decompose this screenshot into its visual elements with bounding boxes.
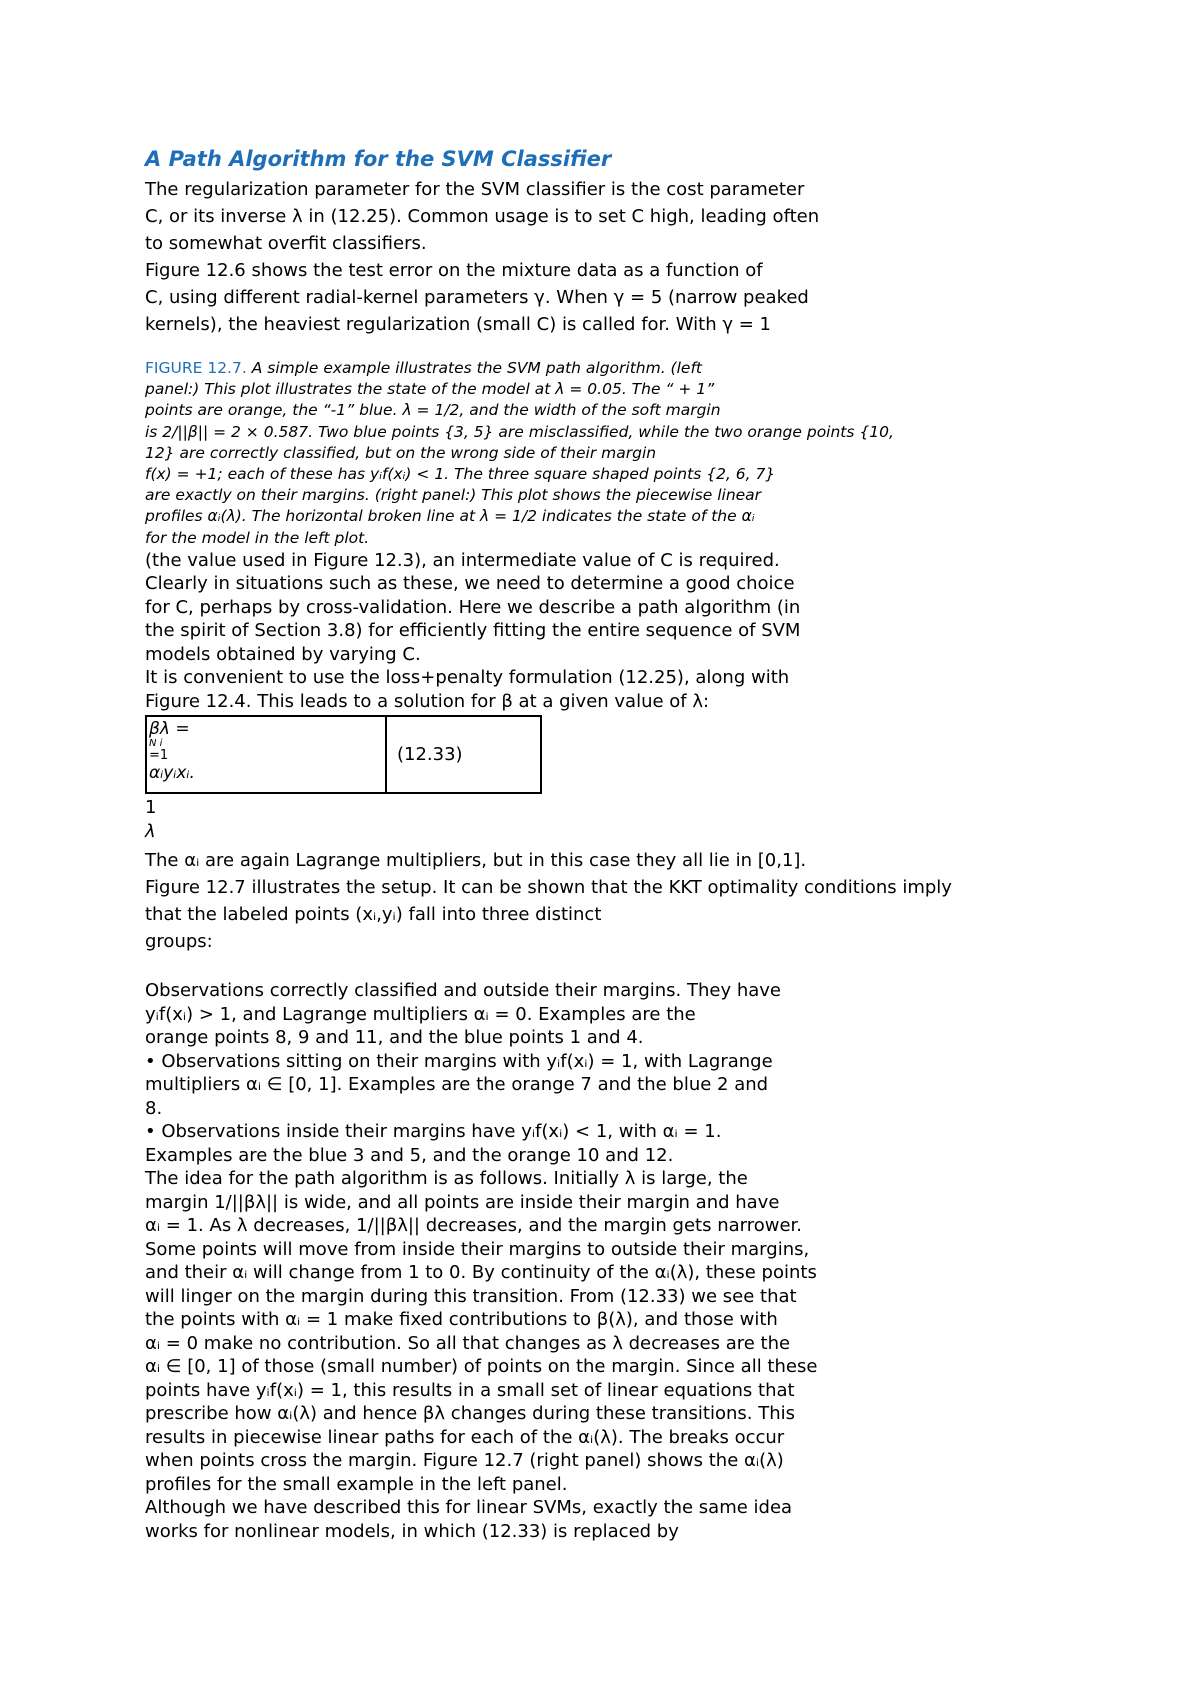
body-line: αᵢ = 0 make no contribution. So all that changes as λ decreases are the (145, 1332, 791, 1354)
intro-line: C, or its inverse λ in (12.25). Common usage is to set C high, leading often (145, 206, 820, 227)
figure-label: FIGURE 12.7. (145, 359, 247, 377)
body-line: Although we have described this for linear SVMs, exactly the same idea (145, 1497, 793, 1519)
body-line: margin 1/||βλ|| is wide, and all points are inside their margin and have (145, 1191, 780, 1213)
caption-line: panel:) This plot illustrates the state of the model at λ = 0.05. The “ + 1” (145, 380, 715, 399)
body-line: prescribe how αᵢ(λ) and hence βλ changes during these transitions. This (145, 1403, 796, 1425)
body-line: orange points 8, 9 and 11, and the blue points 1 and 4. (145, 1027, 644, 1049)
intro-line: kernels), the heaviest regularization (small C) is called for. With γ = 1 (145, 314, 771, 335)
body-line: It is convenient to use the loss+penalty formulation (12.25), along with (145, 667, 790, 689)
equation-line: =1 (149, 748, 169, 764)
body-line: will linger on the margin during this transition. From (12.33) we see that (145, 1285, 797, 1307)
body-line: Figure 12.4. This leads to a solution for β at a given value of λ: (145, 690, 710, 712)
body-paragraph (145, 549, 1105, 714)
section-title: A Path Algorithm for the SVM Classifier (145, 147, 612, 171)
caption-line: profiles αᵢ(λ). The horizontal broken line at λ = 1/2 indicates the state of the αᵢ (145, 507, 755, 526)
equation-table (145, 715, 542, 794)
body-paragraph (145, 847, 1105, 955)
body-line: works for nonlinear models, in which (12.33) is replaced by (145, 1520, 679, 1542)
caption-line: 12} are correctly classified, but on the wrong side of their margin (145, 443, 657, 462)
body-line: that the labeled points (xᵢ,yᵢ) fall into three distinct (145, 904, 602, 926)
body-line: Figure 12.7 illustrates the setup. It can be shown that the KKT optimality conditions imply (145, 877, 952, 899)
intro-line: The regularization parameter for the SVM classifier is the cost parameter (145, 179, 805, 200)
body-line: (the value used in Figure 12.3), an intermediate value of C is required. (145, 549, 780, 571)
body-line: yᵢf(xᵢ) > 1, and Lagrange multipliers αᵢ = 0. Examples are the (145, 1003, 696, 1025)
caption-line: f(x) = +1; each of these has yᵢf(xᵢ) < 1. The three square shaped points {2, 6, 7} (145, 465, 776, 484)
equation-line: N i (149, 738, 163, 750)
body-line: multipliers αᵢ ∈ [0, 1]. Examples are the orange 7 and the blue 2 and (145, 1074, 769, 1096)
body-line: Examples are the blue 3 and 5, and the orange 10 and 12. (145, 1144, 674, 1166)
body-line: results in piecewise linear paths for each of the αᵢ(λ). The breaks occur (145, 1426, 785, 1448)
body-line: the spirit of Section 3.8) for efficiently fitting the entire sequence of SVM (145, 620, 801, 642)
equation-fraction-denominator: λ (145, 820, 156, 842)
document-page (145, 146, 1105, 1543)
equation-number: (12.33) (397, 744, 463, 766)
equation-line: αᵢyᵢxᵢ. (149, 763, 195, 784)
equation-cell (147, 717, 387, 792)
body-line: models obtained by varying C. (145, 643, 421, 665)
caption-line: A simple example illustrates the SVM path algorithm. (left (246, 359, 702, 377)
body-line: points have yᵢf(xᵢ) = 1, this results in a small set of linear equations that (145, 1379, 795, 1401)
body-paragraph (145, 979, 1105, 1543)
equation-fraction-numerator: 1 (145, 797, 157, 819)
equation-line: βλ = (149, 719, 190, 740)
intro-line: to somewhat overfit classifiers. (145, 233, 427, 254)
body-line: for C, perhaps by cross-validation. Here we describe a path algorithm (in (145, 596, 801, 618)
body-line: Observations correctly classified and outside their margins. They have (145, 980, 782, 1002)
intro-line: Figure 12.6 shows the test error on the mixture data as a function of (145, 260, 763, 281)
caption-line: for the model in the left plot. (145, 528, 370, 547)
body-line: 8. (145, 1097, 163, 1119)
bullet-item: • Observations inside their margins have yᵢf(xᵢ) < 1, with αᵢ = 1. (145, 1121, 722, 1143)
body-line: αᵢ = 1. As λ decreases, 1/||βλ|| decreases, and the margin gets narrower. (145, 1215, 802, 1237)
caption-line: points are orange, the “-1” blue. λ = 1/2, and the width of the soft margin (145, 401, 721, 420)
body-line: The idea for the path algorithm is as follows. Initially λ is large, the (145, 1168, 748, 1190)
intro-paragraph (145, 176, 1105, 338)
body-line: and their αᵢ will change from 1 to 0. By continuity of the αᵢ(λ), these points (145, 1262, 817, 1284)
body-line: the points with αᵢ = 1 make fixed contributions to β(λ), and those with (145, 1309, 778, 1331)
body-line: when points cross the margin. Figure 12.7 (right panel) shows the αᵢ(λ) (145, 1450, 784, 1472)
body-line: Some points will move from inside their margins to outside their margins, (145, 1238, 810, 1260)
caption-line: is 2/||β|| = 2 × 0.587. Two blue points {3, 5} are misclassified, while the two orange points {10, (145, 422, 894, 441)
body-line: Clearly in situations such as these, we need to determine a good choice (145, 573, 795, 595)
caption-line: are exactly on their margins. (right panel:) This plot shows the piecewise linear (145, 486, 762, 505)
figure-caption (145, 358, 1105, 549)
intro-line: C, using different radial-kernel parameters γ. When γ = 5 (narrow peaked (145, 287, 809, 308)
bullet-item: • Observations sitting on their margins with yᵢf(xᵢ) = 1, with Lagrange (145, 1050, 773, 1072)
body-line: The αᵢ are again Lagrange multipliers, but in this case they all lie in [0,1]. (145, 850, 807, 872)
body-line: αᵢ ∈ [0, 1] of those (small number) of points on the margin. Since all these (145, 1356, 818, 1378)
body-line: groups: (145, 931, 213, 953)
body-line: profiles for the small example in the left panel. (145, 1473, 568, 1495)
